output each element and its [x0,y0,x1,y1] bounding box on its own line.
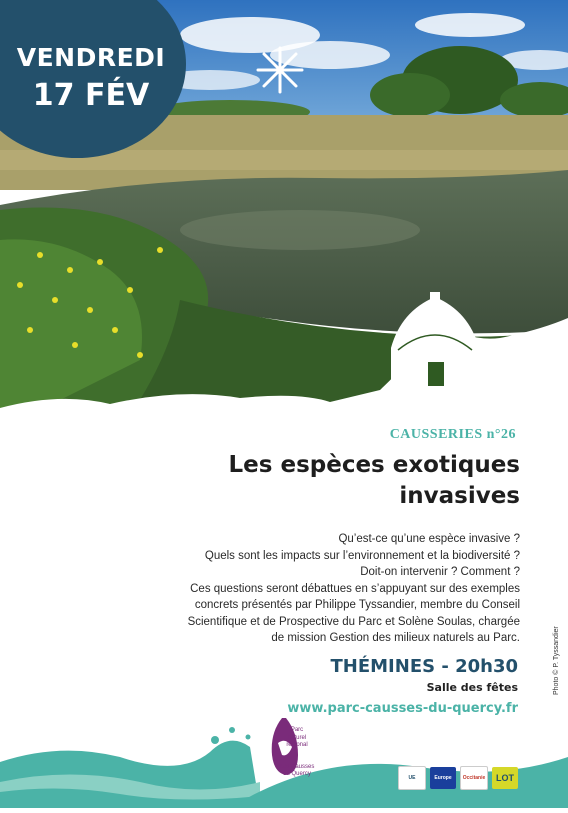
park-name-line: naturel [287,734,307,741]
description-line: Scientifique et de Prospective du Parc et Solène Soulas, chargée [187,615,520,628]
venue-hall: Salle des fêtes [426,681,518,694]
title-line-1: Les espèces exotiques [228,452,520,478]
description-line: Doit-on intervenir ? Comment ? [360,566,520,578]
title-line-2: invasives [399,483,520,509]
sparkle-icon [258,48,302,92]
park-name-line: du Quercy [283,771,311,777]
partner-logo-ue: UE [398,766,426,790]
park-name-line: des Causses [279,763,315,770]
description-line: concrets présentés par Philippe Tyssandier, membre du Conseil [194,599,520,611]
partner-logos [398,766,518,790]
park-name [272,727,322,779]
series-label: CAUSSERIES n°26 [389,427,516,442]
partner-logo-occitanie: Occitanie [460,766,488,790]
venue-city-time: THÉMINES - 20h30 [330,656,518,677]
photo-credit: Photo © P. Tyssandier [553,626,560,695]
park-name-line: Parc [290,727,304,733]
description-line: Quels sont les impacts sur l’environnement et la biodiversité ? [204,549,520,562]
venue-block [287,656,518,716]
description-line: Ces questions seront débattues en s’appuyant sur des exemples [190,582,520,595]
event-title [100,450,520,512]
event-day: VENDREDI [16,43,166,72]
partner-logo-europe: Europe [430,767,456,789]
event-date: 17 FÉV [32,78,150,113]
event-description [100,531,520,647]
description-line: Qu’est-ce qu’une espèce invasive ? [338,533,520,545]
partner-logo-lot: LOT [492,767,518,789]
description-line: de mission Gestion des milieux naturels au Parc. [271,632,520,644]
park-name-line: régional [286,742,308,748]
website-link[interactable]: www.parc-causses-du-quercy.fr [287,701,518,716]
